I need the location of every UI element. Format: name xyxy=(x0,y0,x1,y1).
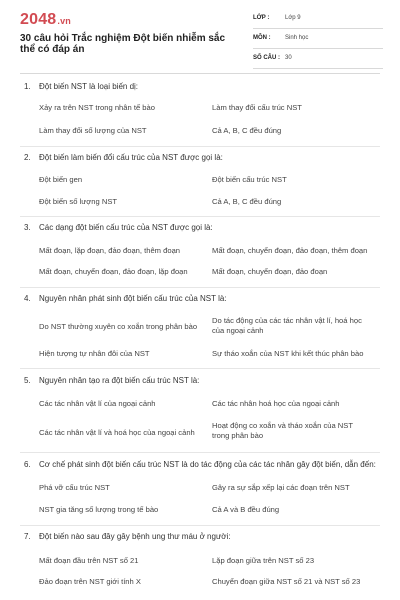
document-meta xyxy=(253,12,383,72)
question-text: Cơ chế phát sinh đột biến cấu trúc NST là do tác động của các tác nhân gây đột biến, dẫn đến: xyxy=(39,460,376,469)
meta-row-count xyxy=(253,52,383,69)
question-number: 5. xyxy=(24,376,31,385)
answer-option-c[interactable]: Đột biến số lượng NST xyxy=(39,197,118,206)
question-stem xyxy=(24,223,213,232)
question-stem xyxy=(24,153,223,162)
meta-value: 30 xyxy=(285,55,292,61)
question-number: 2. xyxy=(24,153,31,162)
header-divider xyxy=(20,73,380,74)
question-number: 3. xyxy=(24,223,31,232)
answer-option-d[interactable]: Cả A và B đều đúng xyxy=(212,505,280,514)
meta-row-subject xyxy=(253,32,383,49)
answer-option-d[interactable]: Cả A, B, C đều đúng xyxy=(212,197,282,206)
question-divider xyxy=(20,368,380,369)
question-divider xyxy=(20,216,380,217)
question-number: 4. xyxy=(24,294,31,303)
answer-option-a[interactable]: Đột biến gen xyxy=(39,175,83,184)
question-text: Đột biến nào sau đây gây bệnh ung thư máu ở người: xyxy=(39,532,231,541)
question-text: Nguyên nhân tạo ra đột biến cấu trúc NST là: xyxy=(39,376,200,385)
meta-label: LỚP : xyxy=(253,15,270,21)
question-stem xyxy=(24,376,199,385)
question-divider xyxy=(20,525,380,526)
question-divider xyxy=(20,452,380,453)
answer-option-b[interactable]: Do tác động của các tác nhân vật lí, hoá học của ngoại cảnh xyxy=(212,316,362,335)
question-divider xyxy=(20,146,380,147)
meta-value: Lớp 9 xyxy=(285,15,301,21)
question-number: 1. xyxy=(24,82,31,91)
question-number: 6. xyxy=(24,460,31,469)
answer-option-c[interactable]: Mất đoạn, chuyển đoạn, đảo đoạn, lặp đoạn xyxy=(39,267,188,276)
document-title: 30 câu hỏi Trắc nghiệm Đột biến nhiễm sắc thể có đáp án xyxy=(20,33,226,55)
answer-option-c[interactable]: NST gia tăng số lượng trong tế bào xyxy=(39,505,159,514)
logo-text: 2048 xyxy=(20,11,57,28)
meta-value: Sinh học xyxy=(285,35,309,41)
question-stem xyxy=(24,460,379,469)
answer-option-a[interactable]: Các tác nhân vật lí của ngoại cảnh xyxy=(39,399,156,408)
meta-label: MÔN : xyxy=(253,35,271,41)
question-text: Các dạng đột biến cấu trúc của NST được gọi là: xyxy=(39,223,213,232)
answer-option-a[interactable]: Phá vỡ cấu trúc NST xyxy=(39,483,110,492)
answer-option-d[interactable]: Cả A, B, C đều đúng xyxy=(212,126,282,135)
answer-option-d[interactable]: Sự tháo xoắn của NST khi kết thúc phân bào xyxy=(212,349,364,358)
answer-option-c[interactable]: Hiện tượng tự nhân đôi của NST xyxy=(39,349,150,358)
answer-option-c[interactable]: Các tác nhân vật lí và hoá học của ngoại cảnh xyxy=(39,428,195,437)
answer-option-c[interactable]: Làm thay đổi số lượng của NST xyxy=(39,126,147,135)
answer-option-d[interactable]: Chuyển đoạn giữa NST số 21 và NST số 23 xyxy=(212,577,361,586)
document-header xyxy=(0,0,400,70)
answer-option-d[interactable]: Mất đoạn, chuyển đoạn, đảo đoạn xyxy=(212,267,328,276)
answer-option-d[interactable]: Hoạt động co xoắn và tháo xoắn của NST trong phân bào xyxy=(212,421,353,440)
answer-option-a[interactable]: Mất đoạn đầu trên NST số 21 xyxy=(39,556,139,565)
answer-option-b[interactable]: Làm thay đổi cấu trúc NST xyxy=(212,103,302,112)
question-text: Đột biến làm biến đổi cấu trúc của NST được gọi là: xyxy=(39,153,223,162)
answer-option-b[interactable]: Mất đoạn, chuyển đoạn, đảo đoạn, thêm đoạn xyxy=(212,246,368,255)
answer-option-c[interactable]: Đảo đoạn trên NST giới tính X xyxy=(39,577,141,586)
question-stem xyxy=(24,82,138,91)
site-logo[interactable] xyxy=(20,11,71,29)
answer-option-a[interactable]: Xảy ra trên NST trong nhân tế bào xyxy=(39,103,155,112)
question-stem xyxy=(24,532,231,541)
answer-option-b[interactable]: Gây ra sự sắp xếp lại các đoạn trên NST xyxy=(212,483,350,492)
meta-row-class xyxy=(253,12,383,29)
question-text: Đột biến NST là loại biến dị: xyxy=(39,82,139,91)
question-divider xyxy=(20,287,380,288)
answer-option-a[interactable]: Mất đoạn, lặp đoạn, đảo đoạn, thêm đoạn xyxy=(39,246,181,255)
meta-label: SỐ CÂU : xyxy=(253,55,280,61)
answer-option-b[interactable]: Đột biến cấu trúc NST xyxy=(212,175,287,184)
question-text: Nguyên nhân phát sinh đột biến cấu trúc của NST là: xyxy=(39,294,227,303)
logo-tld: .vn xyxy=(57,16,72,26)
question-stem xyxy=(24,294,227,303)
answer-option-b[interactable]: Lặp đoạn giữa trên NST số 23 xyxy=(212,556,315,565)
answer-option-a[interactable]: Do NST thường xuyên co xoắn trong phân bào xyxy=(39,322,198,331)
answer-option-b[interactable]: Các tác nhân hoá học của ngoại cảnh xyxy=(212,399,340,408)
question-number: 7. xyxy=(24,532,31,541)
